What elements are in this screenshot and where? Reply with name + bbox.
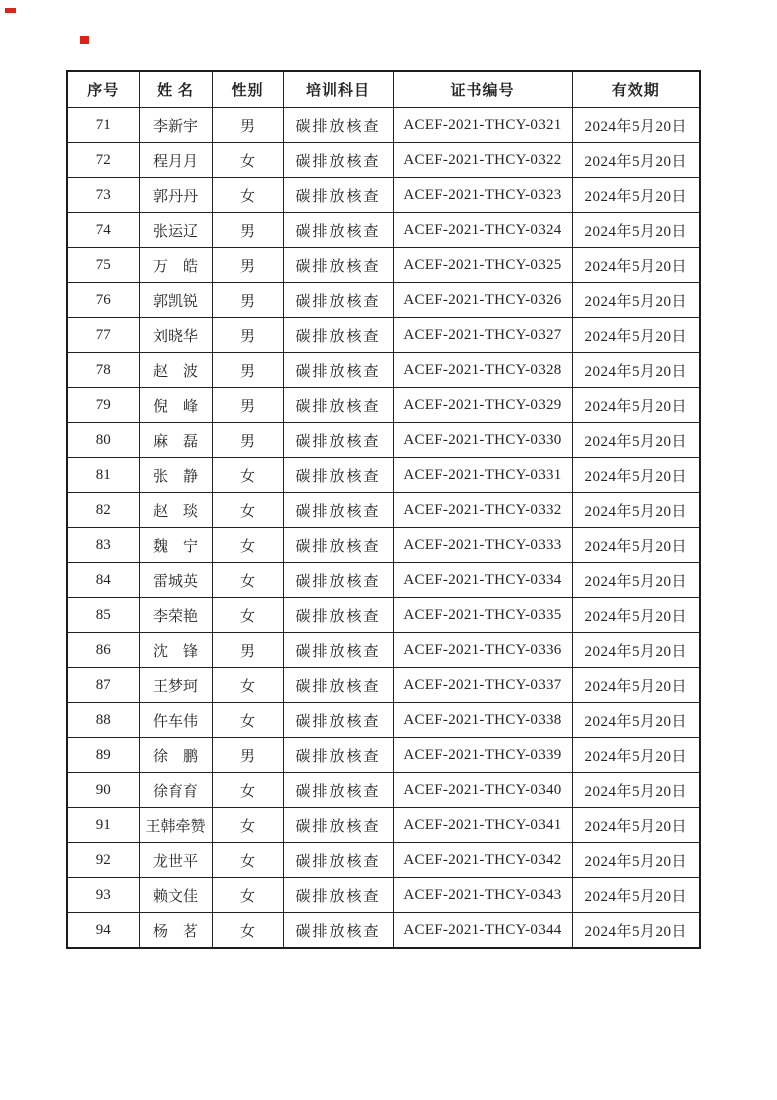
cell-cert: ACEF-2021-THCY-0344 [393, 913, 572, 949]
cell-serial: 93 [67, 878, 139, 913]
cell-gender: 女 [212, 773, 283, 808]
cell-name: 万 皓 [139, 248, 212, 283]
cell-gender: 女 [212, 458, 283, 493]
cell-valid: 2024年5月20日 [572, 388, 700, 423]
cell-serial: 79 [67, 388, 139, 423]
cell-gender: 男 [212, 108, 283, 143]
cell-name: 龙世平 [139, 843, 212, 878]
cell-serial: 75 [67, 248, 139, 283]
cell-serial: 90 [67, 773, 139, 808]
cell-valid: 2024年5月20日 [572, 143, 700, 178]
cell-subject: 碳排放核查 [283, 738, 393, 773]
cell-valid: 2024年5月20日 [572, 458, 700, 493]
cell-name: 李荣艳 [139, 598, 212, 633]
cell-subject: 碳排放核查 [283, 598, 393, 633]
cell-cert: ACEF-2021-THCY-0343 [393, 878, 572, 913]
cell-name: 魏 宁 [139, 528, 212, 563]
cell-subject: 碳排放核查 [283, 423, 393, 458]
cell-name: 倪 峰 [139, 388, 212, 423]
cell-name: 程月月 [139, 143, 212, 178]
cell-gender: 女 [212, 808, 283, 843]
cell-valid: 2024年5月20日 [572, 738, 700, 773]
cell-name: 仵车伟 [139, 703, 212, 738]
cell-cert: ACEF-2021-THCY-0338 [393, 703, 572, 738]
cell-serial: 80 [67, 423, 139, 458]
cell-cert: ACEF-2021-THCY-0323 [393, 178, 572, 213]
cell-serial: 81 [67, 458, 139, 493]
cell-valid: 2024年5月20日 [572, 493, 700, 528]
table-row [67, 213, 700, 248]
cell-valid: 2024年5月20日 [572, 283, 700, 318]
cell-cert: ACEF-2021-THCY-0341 [393, 808, 572, 843]
cell-cert: ACEF-2021-THCY-0322 [393, 143, 572, 178]
cell-gender: 女 [212, 143, 283, 178]
cell-subject: 碳排放核查 [283, 773, 393, 808]
cell-valid: 2024年5月20日 [572, 843, 700, 878]
table-row [67, 528, 700, 563]
header-subject: 培训科目 [283, 71, 393, 108]
cell-valid: 2024年5月20日 [572, 423, 700, 458]
cell-valid: 2024年5月20日 [572, 178, 700, 213]
cell-name: 赵 琰 [139, 493, 212, 528]
cell-name: 徐 鹏 [139, 738, 212, 773]
header-serial: 序号 [67, 71, 139, 108]
cell-valid: 2024年5月20日 [572, 633, 700, 668]
cell-serial: 92 [67, 843, 139, 878]
header-cert-number: 证书编号 [393, 71, 572, 108]
cell-subject: 碳排放核查 [283, 283, 393, 318]
cell-valid: 2024年5月20日 [572, 248, 700, 283]
cell-cert: ACEF-2021-THCY-0334 [393, 563, 572, 598]
cell-gender: 男 [212, 738, 283, 773]
cell-gender: 女 [212, 703, 283, 738]
cell-gender: 女 [212, 598, 283, 633]
table-row [67, 493, 700, 528]
cell-subject: 碳排放核查 [283, 913, 393, 949]
table-row [67, 353, 700, 388]
cell-serial: 77 [67, 318, 139, 353]
cell-gender: 女 [212, 843, 283, 878]
cell-valid: 2024年5月20日 [572, 878, 700, 913]
cell-name: 刘晓华 [139, 318, 212, 353]
cell-cert: ACEF-2021-THCY-0335 [393, 598, 572, 633]
cell-serial: 84 [67, 563, 139, 598]
cell-subject: 碳排放核查 [283, 493, 393, 528]
cell-gender: 男 [212, 353, 283, 388]
cell-gender: 女 [212, 913, 283, 949]
table-header-row [67, 71, 700, 108]
cell-subject: 碳排放核查 [283, 458, 393, 493]
cell-cert: ACEF-2021-THCY-0326 [393, 283, 572, 318]
cell-gender: 女 [212, 178, 283, 213]
cell-name: 张 静 [139, 458, 212, 493]
cell-serial: 73 [67, 178, 139, 213]
table-row [67, 458, 700, 493]
cell-gender: 男 [212, 318, 283, 353]
cell-name: 王韩牵赞 [139, 808, 212, 843]
table-row [67, 808, 700, 843]
table-row [67, 843, 700, 878]
table-row [67, 283, 700, 318]
cell-cert: ACEF-2021-THCY-0327 [393, 318, 572, 353]
cell-subject: 碳排放核查 [283, 528, 393, 563]
cell-cert: ACEF-2021-THCY-0330 [393, 423, 572, 458]
cell-valid: 2024年5月20日 [572, 773, 700, 808]
cell-gender: 女 [212, 493, 283, 528]
cell-subject: 碳排放核查 [283, 668, 393, 703]
cell-subject: 碳排放核查 [283, 703, 393, 738]
red-artifact-mark-2 [80, 36, 89, 44]
cell-name: 赵 波 [139, 353, 212, 388]
cell-cert: ACEF-2021-THCY-0333 [393, 528, 572, 563]
cell-subject: 碳排放核查 [283, 388, 393, 423]
cell-serial: 76 [67, 283, 139, 318]
cell-gender: 男 [212, 423, 283, 458]
table-row [67, 388, 700, 423]
cell-subject: 碳排放核查 [283, 808, 393, 843]
table-row [67, 143, 700, 178]
cell-valid: 2024年5月20日 [572, 703, 700, 738]
table-row [67, 178, 700, 213]
cell-valid: 2024年5月20日 [572, 808, 700, 843]
cell-cert: ACEF-2021-THCY-0325 [393, 248, 572, 283]
cell-serial: 91 [67, 808, 139, 843]
cell-serial: 74 [67, 213, 139, 248]
table-row [67, 878, 700, 913]
cell-cert: ACEF-2021-THCY-0332 [393, 493, 572, 528]
cell-name: 郭丹丹 [139, 178, 212, 213]
table-row [67, 738, 700, 773]
cell-gender: 男 [212, 283, 283, 318]
table-row [67, 423, 700, 458]
table-row [67, 703, 700, 738]
table-row [67, 598, 700, 633]
cell-subject: 碳排放核查 [283, 178, 393, 213]
cell-name: 赖文佳 [139, 878, 212, 913]
cell-serial: 85 [67, 598, 139, 633]
cell-name: 徐育育 [139, 773, 212, 808]
cell-name: 麻 磊 [139, 423, 212, 458]
cell-subject: 碳排放核查 [283, 563, 393, 598]
cell-name: 王梦珂 [139, 668, 212, 703]
cell-name: 李新宇 [139, 108, 212, 143]
cell-serial: 71 [67, 108, 139, 143]
cell-serial: 72 [67, 143, 139, 178]
cell-valid: 2024年5月20日 [572, 108, 700, 143]
table-row [67, 913, 700, 949]
cell-subject: 碳排放核查 [283, 143, 393, 178]
cell-subject: 碳排放核查 [283, 108, 393, 143]
cell-valid: 2024年5月20日 [572, 598, 700, 633]
cell-name: 郭凯锐 [139, 283, 212, 318]
cell-gender: 女 [212, 528, 283, 563]
table-row [67, 563, 700, 598]
cell-gender: 女 [212, 563, 283, 598]
cell-serial: 89 [67, 738, 139, 773]
cell-serial: 87 [67, 668, 139, 703]
cell-valid: 2024年5月20日 [572, 913, 700, 949]
table-row [67, 668, 700, 703]
cell-cert: ACEF-2021-THCY-0331 [393, 458, 572, 493]
cell-cert: ACEF-2021-THCY-0324 [393, 213, 572, 248]
cell-name: 张运辽 [139, 213, 212, 248]
table-row [67, 773, 700, 808]
cell-subject: 碳排放核查 [283, 843, 393, 878]
certificate-roster-table [66, 70, 701, 949]
cell-name: 雷城英 [139, 563, 212, 598]
red-artifact-mark-1 [5, 8, 16, 13]
cell-valid: 2024年5月20日 [572, 353, 700, 388]
cell-valid: 2024年5月20日 [572, 563, 700, 598]
cell-valid: 2024年5月20日 [572, 668, 700, 703]
cell-cert: ACEF-2021-THCY-0321 [393, 108, 572, 143]
table-row [67, 248, 700, 283]
cell-gender: 男 [212, 388, 283, 423]
table-row [67, 318, 700, 353]
cell-cert: ACEF-2021-THCY-0328 [393, 353, 572, 388]
cell-subject: 碳排放核查 [283, 353, 393, 388]
cell-subject: 碳排放核查 [283, 633, 393, 668]
cell-gender: 男 [212, 633, 283, 668]
cell-serial: 78 [67, 353, 139, 388]
cell-cert: ACEF-2021-THCY-0329 [393, 388, 572, 423]
cell-subject: 碳排放核查 [283, 213, 393, 248]
table-body [67, 108, 700, 949]
cell-valid: 2024年5月20日 [572, 213, 700, 248]
cell-subject: 碳排放核查 [283, 318, 393, 353]
cell-subject: 碳排放核查 [283, 248, 393, 283]
cell-serial: 94 [67, 913, 139, 949]
cell-cert: ACEF-2021-THCY-0340 [393, 773, 572, 808]
table-row [67, 108, 700, 143]
cell-serial: 83 [67, 528, 139, 563]
cell-valid: 2024年5月20日 [572, 528, 700, 563]
table-row [67, 633, 700, 668]
cell-serial: 86 [67, 633, 139, 668]
cell-name: 杨 茗 [139, 913, 212, 949]
cell-valid: 2024年5月20日 [572, 318, 700, 353]
cell-gender: 女 [212, 878, 283, 913]
cell-subject: 碳排放核查 [283, 878, 393, 913]
cell-cert: ACEF-2021-THCY-0342 [393, 843, 572, 878]
cell-serial: 88 [67, 703, 139, 738]
cell-name: 沈 锋 [139, 633, 212, 668]
cell-gender: 男 [212, 213, 283, 248]
cell-gender: 女 [212, 668, 283, 703]
cell-cert: ACEF-2021-THCY-0339 [393, 738, 572, 773]
header-name: 姓 名 [139, 71, 212, 108]
cell-gender: 男 [212, 248, 283, 283]
header-gender: 性别 [212, 71, 283, 108]
cell-serial: 82 [67, 493, 139, 528]
header-validity: 有效期 [572, 71, 700, 108]
cell-cert: ACEF-2021-THCY-0336 [393, 633, 572, 668]
cell-cert: ACEF-2021-THCY-0337 [393, 668, 572, 703]
